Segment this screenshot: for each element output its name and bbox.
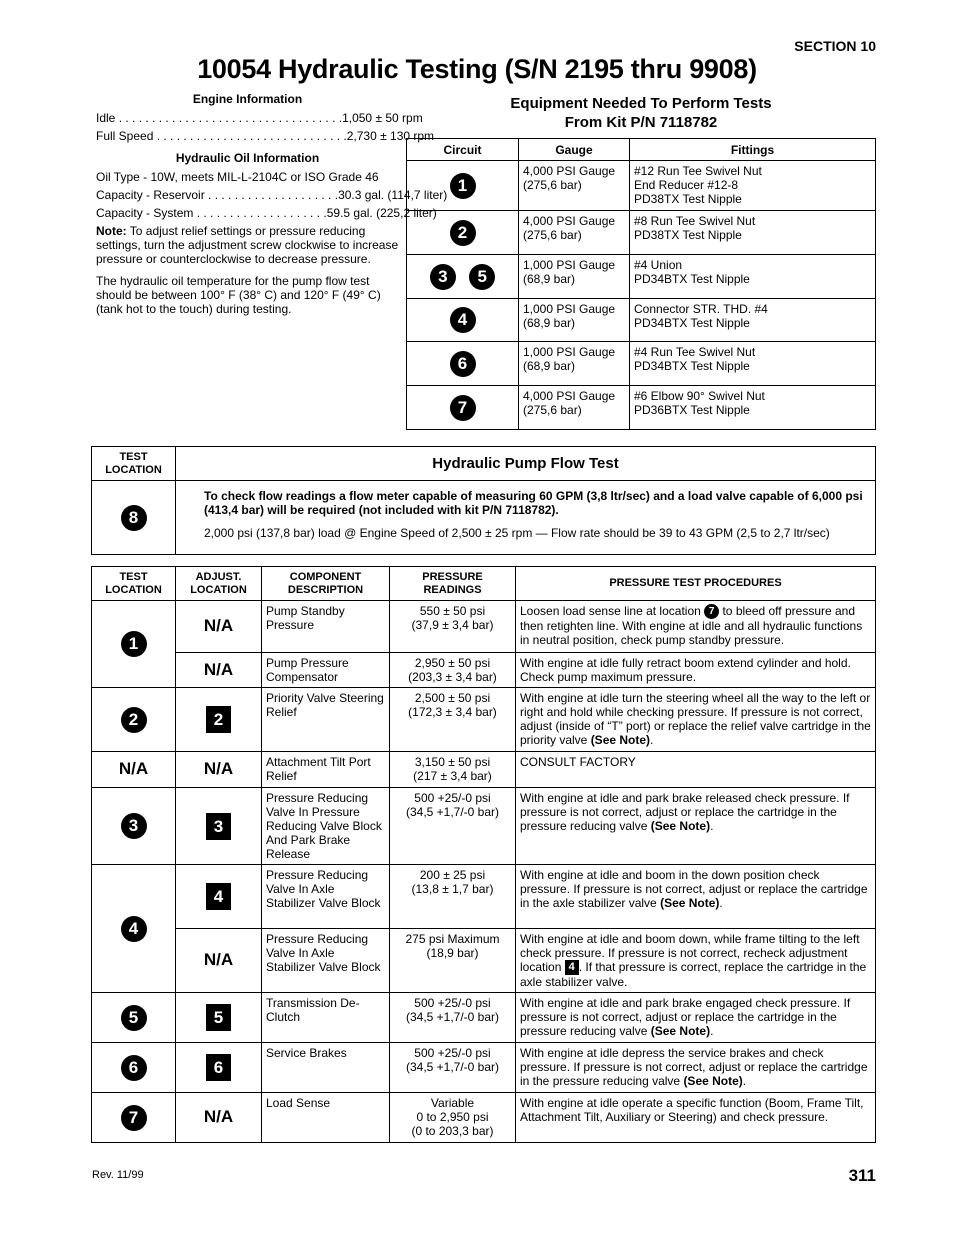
- leader-dots: . . . . . . . . . . . . . . . . . . . . . . . . . . . . . . . . . .: [115, 111, 343, 125]
- gauge-text: (275,6 bar): [523, 228, 582, 242]
- see-note: (See Note): [650, 819, 711, 833]
- gauge-text: 1,000 PSI Gauge: [523, 258, 616, 272]
- fitting-text: PD36BTX Test Nipple: [634, 403, 750, 417]
- see-note: (See Note): [660, 896, 720, 910]
- component-text: Attachment Tilt Port Relief: [262, 752, 390, 788]
- equipment-row: [407, 386, 876, 430]
- procedure-row: [92, 688, 876, 752]
- see-note: (See Note): [650, 1024, 711, 1039]
- na-label: N/A: [203, 950, 234, 970]
- reading-text: (18,9 bar): [426, 946, 479, 960]
- see-note: (See Note): [683, 1074, 743, 1089]
- component-text: Pump Standby Pressure: [262, 601, 390, 653]
- component-text: Transmission De-Clutch: [262, 993, 390, 1043]
- reading-text: 2,950 ± 50 psi: [414, 656, 491, 670]
- idle-label: Idle: [96, 111, 116, 125]
- leader-dots: . . . . . . . . . . . . . . . . . . . .: [204, 188, 339, 202]
- equipment-heading-line1: Equipment Needed To Perform Tests: [510, 95, 772, 112]
- equipment-table: [406, 138, 876, 430]
- reading-text: 500 +25/-0 psi: [414, 1046, 491, 1061]
- procedure-text: With engine at idle fully retract boom extend cylinder and hold. Check pump maximum pressure.: [516, 653, 876, 688]
- col-circuit: Circuit: [407, 139, 519, 161]
- gauge-text: (275,6 bar): [523, 178, 582, 192]
- reading-text: 3,150 ± 50 psi: [414, 755, 491, 769]
- reading-text: Variable: [430, 1096, 475, 1111]
- idle-value: 1,050 ± 50 rpm: [342, 111, 423, 125]
- procedures-header-row: [92, 567, 876, 601]
- reading-text: (172,3 ± 3,4 bar): [408, 705, 497, 719]
- test-location-marker: 2: [121, 707, 147, 733]
- equipment-row: [407, 255, 876, 299]
- page-title: 10054 Hydraulic Testing (S/N 2195 thru 9908): [197, 54, 757, 84]
- col-procedures: PRESSURE TEST PROCEDURES: [516, 567, 876, 601]
- revision-date: Rev. 11/99: [92, 1169, 144, 1181]
- procedure-body: With engine at idle turn the steering wheel all the way to the left or right and hold while checking pressure. If pressure is not correct, adjust (inside of “T” port) or replace the relief valve cartridge in the priority valve: [520, 691, 871, 747]
- col-component: COMPONENT DESCRIPTION: [262, 567, 390, 601]
- procedure-row: [92, 601, 876, 653]
- gauge-text: 1,000 PSI Gauge: [523, 345, 616, 359]
- fitting-text: #6 Elbow 90° Swivel Nut: [634, 389, 765, 403]
- procedure-text-b: to bleed off pressure and then retighten line. With engine at idle and all hydraulic functions in neutral position, check pump standby pressure.: [520, 604, 863, 648]
- fitting-text: PD34BTX Test Nipple: [634, 359, 750, 373]
- test-location-marker: 7: [121, 1105, 147, 1131]
- adjust-location-marker: 5: [206, 1004, 231, 1031]
- procedure-text: With engine at idle depress the service brakes and check pressure. If pressure is not correct, adjust or replace the cartridge in the pressure reducing valve (See Note).: [516, 1043, 876, 1093]
- fitting-text: #4 Union: [634, 258, 683, 272]
- fitting-text: #12 Run Tee Swivel Nut: [634, 164, 762, 178]
- procedure-text: CONSULT FACTORY: [516, 752, 876, 788]
- procedure-text: [516, 929, 876, 993]
- procedure-row: [92, 752, 876, 788]
- procedure-row: [92, 1093, 876, 1143]
- page-number: 311: [848, 1166, 876, 1185]
- note-label: Note:: [96, 224, 127, 238]
- col-adjust-location: ADJUST. LOCATION: [176, 567, 262, 601]
- col-pressure-readings: PRESSURE READINGS: [390, 567, 516, 601]
- circuit-marker: 7: [450, 395, 476, 421]
- section-label: SECTION 10: [794, 38, 876, 54]
- gauge-text: 4,000 PSI Gauge: [523, 164, 616, 178]
- col-fittings: Fittings: [630, 139, 876, 161]
- reading-text: (217 ± 3,4 bar): [413, 769, 492, 783]
- leader-dots: . . . . . . . . . . . . . . . . . . . . . . . . . . . . .: [153, 129, 347, 143]
- fitting-text: PD34BTX Test Nipple: [634, 316, 750, 330]
- reading-text: (0 to 203,3 bar): [411, 1124, 494, 1139]
- procedure-body: With engine at idle and park brake engaged check pressure. If pressure is not correct, adjust or replace the cartridge in the pressure reducing valve: [520, 996, 851, 1039]
- fitting-text: #8 Run Tee Swivel Nut: [634, 214, 756, 228]
- na-label: N/A: [203, 616, 234, 635]
- gauge-text: 4,000 PSI Gauge: [523, 214, 616, 228]
- flow-header-row: [92, 447, 876, 481]
- procedure-text: With engine at idle and park brake released check pressure. If pressure is not correct, adjust or replace the cartridge in the pressure reducing valve (See Note).: [516, 788, 876, 865]
- procedure-text: With engine at idle and boom in the down position check pressure. If pressure is not correct, adjust or replace the cartridge in the axle stabilizer valve (See Note).: [516, 865, 876, 929]
- fitting-text: PD34BTX Test Nipple: [634, 272, 750, 286]
- gauge-text: 4,000 PSI Gauge: [523, 389, 616, 403]
- component-text: Pressure Reducing Valve In Axle Stabilizer Valve Block: [262, 865, 390, 929]
- system-label: Capacity - System: [96, 206, 194, 220]
- gauge-text: (68,9 bar): [523, 316, 576, 330]
- circuit-marker: 2: [450, 220, 476, 246]
- test-location-marker: 3: [121, 813, 147, 839]
- test-location-marker: 4: [121, 916, 147, 942]
- procedure-row: [92, 653, 876, 688]
- procedure-text-a: With engine at idle and boom down, while frame tilting to the left check pressure. If pressure is not correct, recheck adjustment location: [520, 932, 860, 974]
- procedure-row: [92, 993, 876, 1043]
- system-value: 59.5 gal. (225,2 liter): [326, 206, 437, 220]
- reading-text: 2,500 ± 50 psi: [414, 691, 491, 705]
- component-text: Pressure Reducing Valve In Pressure Reducing Valve Block And Park Brake Release: [262, 788, 390, 865]
- test-location-marker: 5: [121, 1005, 147, 1031]
- test-location-marker: 6: [121, 1055, 147, 1081]
- equipment-row: [407, 299, 876, 342]
- reading-text: 275 psi Maximum: [405, 932, 500, 946]
- circuit-marker: 6: [450, 351, 476, 377]
- fitting-text: PD38TX Test Nipple: [634, 192, 742, 206]
- reading-text: (34,5 +1,7/-0 bar): [405, 1060, 500, 1075]
- fitting-text: PD38TX Test Nipple: [634, 228, 742, 242]
- reading-text: (34,5 +1,7/-0 bar): [405, 805, 500, 819]
- reading-text: 0 to 2,950 psi: [416, 1110, 489, 1125]
- info-column: [96, 92, 448, 324]
- idle-row: [96, 111, 423, 125]
- equipment-header-row: [407, 139, 876, 161]
- procedure-text: With engine at idle and park brake engaged check pressure. If pressure is not correct, adjust or replace the cartridge in the pressure reducing valve (See Note).: [516, 993, 876, 1043]
- equipment-row: [407, 161, 876, 211]
- full-speed-row: [96, 129, 435, 143]
- procedure-row: [92, 1043, 876, 1093]
- engine-info-heading: Engine Information: [192, 92, 303, 106]
- leader-dots: . . . . . . . . . . . . . . . . . . . .: [193, 206, 327, 220]
- oil-type: Oil Type - 10W, meets MIL-L-2104C or ISO Grade 46: [96, 170, 379, 184]
- component-text: Priority Valve Steering Relief: [262, 688, 390, 752]
- reading-text: (13,8 ± 1,7 bar): [411, 882, 494, 896]
- flow-spec-text: 2,000 psi (137,8 bar) load @ Engine Speed of 2,500 ± 25 rpm — Flow rate should be 39 to 43 GPM (2,5 to 2,7 ltr/sec): [204, 526, 830, 540]
- equipment-row: [407, 211, 876, 255]
- pressure-test-table: [91, 566, 876, 1143]
- see-note: (See Note): [590, 733, 651, 747]
- flow-requirement-text: To check flow readings a flow meter capable of measuring 60 GPM (3,8 ltr/sec) and a load valve capable of 6,000 psi (413,4 bar) will be required (not included with kit P/N 7118782).: [204, 489, 863, 517]
- equipment-heading-line2: From Kit P/N 7118782: [564, 114, 718, 131]
- adjust-location-marker: 3: [206, 813, 231, 840]
- system-row: [96, 206, 437, 220]
- col-gauge: Gauge: [519, 139, 630, 161]
- procedure-row: [92, 788, 876, 865]
- procedure-row: [92, 929, 876, 993]
- circuit-marker: 5: [469, 264, 495, 290]
- equipment-row: [407, 342, 876, 386]
- circuit-marker: 1: [450, 173, 476, 199]
- flow-test-title: Hydraulic Pump Flow Test: [176, 447, 876, 481]
- na-label: N/A: [118, 759, 149, 778]
- procedure-body: With engine at idle and park brake released check pressure. If pressure is not correct, adjust or replace the cartridge in the pressure reducing valve: [520, 791, 850, 833]
- reading-text: (203,3 ± 3,4 bar): [408, 670, 497, 684]
- flow-test-table: [91, 446, 876, 555]
- flow-body-row: [92, 481, 876, 555]
- note-text: To adjust relief settings or pressure reducing settings, turn the adjustment screw clockwise to increase pressure or counterclockwise to decrease pressure.: [96, 224, 399, 266]
- procedure-body: With engine at idle and boom in the down position check pressure. If pressure is not correct, adjust or replace the cartridge in the axle stabilizer valve: [520, 868, 868, 910]
- component-text: Load Sense: [262, 1093, 390, 1143]
- full-speed-label: Full Speed: [96, 129, 154, 143]
- test-location-header: TEST LOCATION: [92, 447, 176, 481]
- reading-text: 500 +25/-0 psi: [414, 791, 491, 805]
- note-paragraph: [96, 224, 399, 266]
- location-ref-marker: 7: [704, 604, 719, 619]
- adjust-location-marker: 4: [206, 883, 231, 910]
- temperature-paragraph: The hydraulic oil temperature for the pump flow test should be between 100° F (38° C) and 120° F (49° C) (tank hot to the touch) during testing.: [96, 274, 381, 316]
- test-location-marker: 1: [121, 631, 147, 657]
- component-text: Pump Pressure Compensator: [262, 653, 390, 688]
- fitting-text: #4 Run Tee Swivel Nut: [634, 345, 756, 359]
- reading-text: (37,9 ± 3,4 bar): [411, 618, 494, 632]
- procedure-row: [92, 865, 876, 929]
- na-label: N/A: [203, 659, 234, 679]
- adjust-ref-marker: 4: [565, 960, 579, 975]
- gauge-text: 1,000 PSI Gauge: [523, 302, 616, 316]
- procedure-text-b: . If that pressure is correct, replace the cartridge in the axle stabilizer valve.: [520, 960, 867, 990]
- circuit-marker: 3: [430, 264, 456, 290]
- procedure-text-a: Loosen load sense line at location: [520, 604, 705, 618]
- fitting-text: Connector STR. THD. #4: [634, 302, 768, 316]
- location-marker: 8: [121, 505, 147, 531]
- procedure-body: With engine at idle depress the service brakes and check pressure. If pressure is not correct, adjust or replace the cartridge in the pressure reducing valve: [520, 1046, 868, 1089]
- reading-text: 500 +25/-0 psi: [414, 996, 491, 1011]
- gauge-text: (68,9 bar): [523, 359, 576, 373]
- adjust-location-marker: 2: [206, 706, 231, 733]
- circuit-marker: 4: [450, 307, 476, 333]
- full-speed-value: 2,730 ± 130 rpm: [346, 129, 435, 143]
- equipment-heading: [406, 94, 876, 132]
- reservoir-row: [96, 188, 448, 202]
- procedure-text: With engine at idle operate a specific function (Boom, Frame Tilt, Attachment Tilt, Auxiliary or Steering) and check pressure.: [516, 1093, 876, 1143]
- gauge-text: (275,6 bar): [523, 403, 582, 417]
- col-test-location: TEST LOCATION: [92, 567, 176, 601]
- fitting-text: End Reducer #12-8: [634, 178, 739, 192]
- na-label: N/A: [203, 759, 234, 778]
- gauge-text: (68,9 bar): [523, 272, 576, 286]
- oil-info-heading: Hydraulic Oil Information: [175, 151, 320, 165]
- adjust-location-marker: 6: [206, 1054, 231, 1081]
- component-text: Pressure Reducing Valve In Axle Stabilizer Valve Block: [262, 929, 390, 993]
- reservoir-label: Capacity - Reservoir: [96, 188, 205, 202]
- procedure-text: [516, 601, 876, 653]
- reading-text: 550 ± 50 psi: [419, 604, 486, 618]
- procedure-text: With engine at idle turn the steering wheel all the way to the left or right and hold while checking pressure. If pressure is not correct, adjust (inside of “T” port) or replace the relief valve cartridge in the priority valve (See Note).: [516, 688, 876, 752]
- reading-text: (34,5 +1,7/-0 bar): [405, 1010, 500, 1025]
- reading-text: 200 ± 25 psi: [419, 868, 486, 882]
- reservoir-value: 30.3 gal. (114,7 liter): [338, 188, 448, 202]
- component-text: Service Brakes: [262, 1043, 390, 1093]
- na-label: N/A: [203, 1107, 234, 1127]
